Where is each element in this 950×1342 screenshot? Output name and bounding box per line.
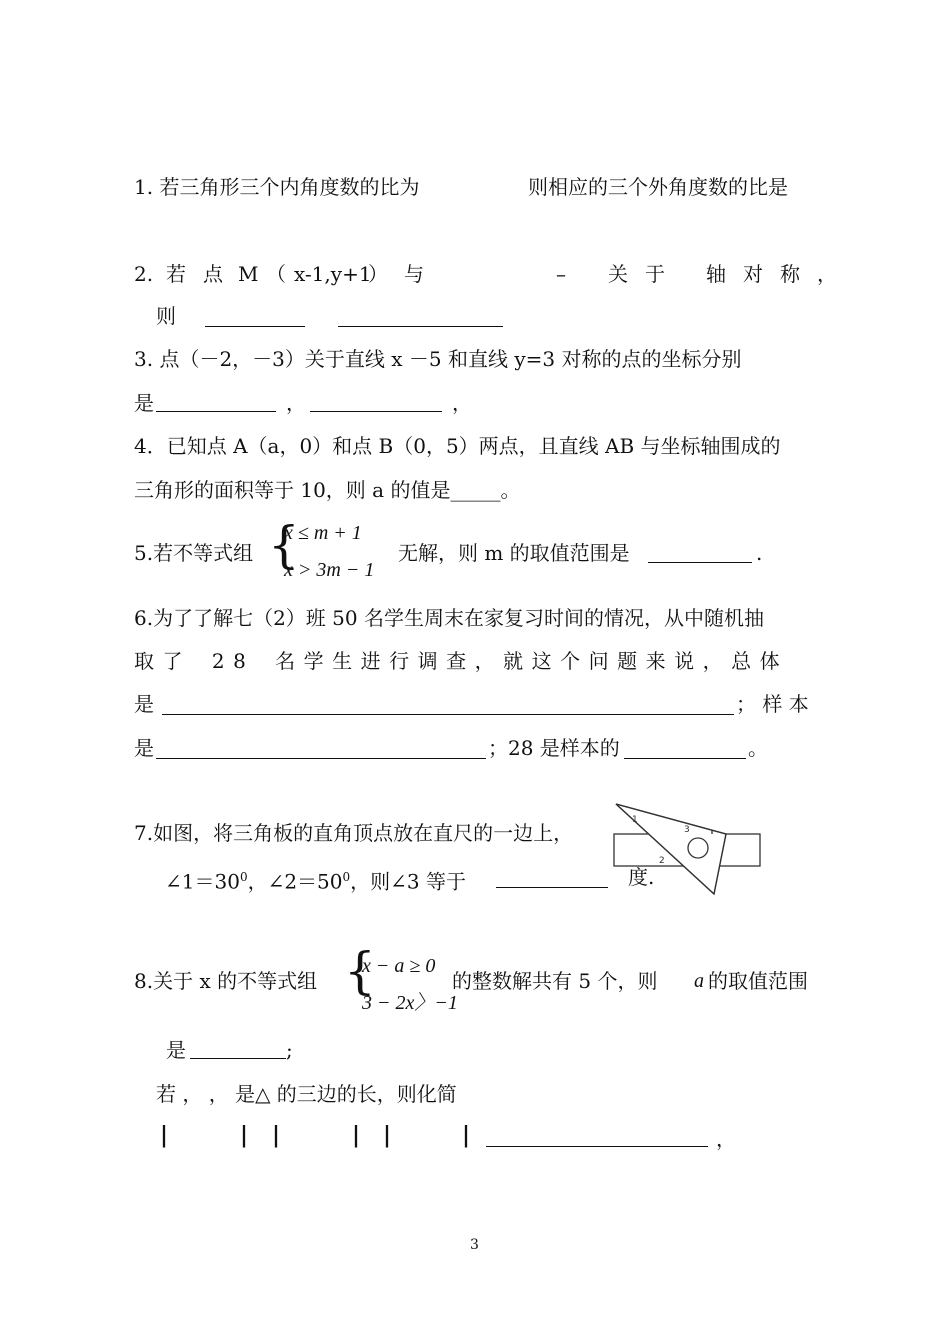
q8-line2: 是 bbox=[166, 1038, 186, 1062]
q7-angle2: ，∠2＝50 bbox=[247, 869, 343, 894]
q5-brace: { bbox=[268, 516, 300, 574]
q7-angle1: ∠1＝30 bbox=[165, 869, 240, 894]
q6-line4-c: 。 bbox=[748, 736, 768, 760]
q8-brace: { bbox=[344, 942, 376, 1000]
q6-line3-a: 是 bbox=[134, 692, 154, 716]
q8-label: 8.关于 x 的不等式组 bbox=[134, 969, 318, 993]
q3-comma-1: ， bbox=[286, 391, 306, 415]
q2-if-point: 若点 bbox=[166, 262, 240, 286]
q7-line2 bbox=[165, 864, 466, 895]
q2-rparen: ） bbox=[368, 262, 388, 286]
fig-label-1: 1 bbox=[632, 815, 638, 825]
q4-line1: 4．已知点 A（a，0）和点 B（0，5）两点，且直线 AB 与坐标轴围成的 bbox=[134, 434, 781, 458]
abs-bar-1: | bbox=[160, 1122, 169, 1148]
q6-blank-size[interactable] bbox=[624, 758, 746, 759]
ruler-triangle-figure bbox=[612, 800, 764, 898]
q2-then: 则 bbox=[156, 304, 176, 328]
q3-comma-2: ， bbox=[452, 391, 472, 415]
q7-angle2-sup: 0 bbox=[342, 870, 351, 884]
q7-tail: 度. bbox=[628, 865, 655, 889]
q6-line4-a: 是 bbox=[134, 736, 154, 760]
q2-axis-symmetric: 轴对称， bbox=[706, 262, 854, 286]
q6-line1: 6.为了了解七（2）班 50 名学生周末在家复习时间的情况，从中随机抽 bbox=[134, 606, 764, 630]
q5-label: 5.若不等式组 bbox=[134, 541, 254, 565]
q2-coords: x-1,y+1 bbox=[294, 262, 372, 286]
q5-end: . bbox=[756, 541, 763, 565]
q8-blank[interactable] bbox=[190, 1058, 286, 1059]
q5-ineq-1: x ≤ m + 1 bbox=[284, 522, 362, 544]
fig-label-3: 3 bbox=[684, 825, 690, 835]
q3-line1: 3. 点（－2，－3）关于直线 x －5 和直线 y=3 对称的点的坐标分别 bbox=[134, 347, 742, 371]
abs-bar-5: | bbox=[383, 1122, 392, 1148]
q3-blank-1[interactable] bbox=[156, 411, 276, 412]
q2-blank-1[interactable] bbox=[205, 326, 305, 327]
q6-line3-b: ； 样 本 bbox=[736, 692, 809, 716]
q5-tail: 无解，则 m 的取值范围是 bbox=[398, 541, 630, 565]
page-number: 3 bbox=[470, 1237, 479, 1253]
abs-bar-2: | bbox=[240, 1122, 249, 1148]
q4-line2: 三角形的面积等于 10，则 a 的值是_____。 bbox=[134, 478, 521, 502]
abs-bar-3: | bbox=[272, 1122, 281, 1148]
q9-line1: 若 ， ， 是△ 的三边的长，则化简 bbox=[156, 1082, 457, 1106]
q6-line4-b: ；28 是样本的 bbox=[488, 736, 620, 760]
abs-bar-6: | bbox=[462, 1122, 471, 1148]
q7-angle1-sup: 0 bbox=[239, 870, 248, 884]
q8-tail2: 的取值范围 bbox=[708, 969, 808, 993]
q7-angle3: ，则∠3 等于 bbox=[350, 869, 466, 894]
q2-about: 关于 bbox=[608, 262, 682, 286]
q2-lparen: （ bbox=[266, 262, 286, 286]
q2-with: 与 bbox=[404, 262, 424, 286]
fig-label-2: 2 bbox=[659, 856, 665, 866]
q2-dash: – bbox=[556, 262, 566, 286]
q1-left: 1. 若三角形三个内角度数的比为 bbox=[134, 175, 420, 199]
q9-blank[interactable] bbox=[486, 1146, 708, 1147]
q8-a: a bbox=[694, 970, 704, 992]
q5-ineq-2: x > 3m − 1 bbox=[284, 559, 375, 581]
q8-ineq-1: x − a ≥ 0 bbox=[362, 955, 436, 977]
q2-num: 2. bbox=[134, 262, 154, 286]
q1-right: 则相应的三个外角度数的比是 bbox=[528, 175, 788, 199]
q6-blank-sample[interactable] bbox=[156, 758, 486, 759]
q7-blank[interactable] bbox=[496, 887, 608, 888]
q3-line2: 是 bbox=[134, 391, 154, 415]
q6-line2: 取了 28 名学生进行调查，就这个问题来说，总体 bbox=[134, 649, 789, 673]
q2-m: M bbox=[238, 262, 259, 286]
q6-blank-population[interactable] bbox=[162, 714, 734, 715]
q8-tail: 的整数解共有 5 个，则 bbox=[452, 969, 658, 993]
q2-blank-2[interactable] bbox=[338, 326, 503, 327]
q3-blank-2[interactable] bbox=[310, 411, 442, 412]
q5-blank[interactable] bbox=[648, 562, 752, 563]
q8-ineq-2: 3 − 2x〉−1 bbox=[362, 992, 458, 1014]
abs-bar-4: | bbox=[352, 1122, 361, 1148]
q9-comma: ， bbox=[716, 1127, 736, 1151]
q7-line1: 7.如图，将三角板的直角顶点放在直尺的一边上， bbox=[134, 821, 574, 845]
q8-line2-end: ; bbox=[286, 1038, 293, 1062]
